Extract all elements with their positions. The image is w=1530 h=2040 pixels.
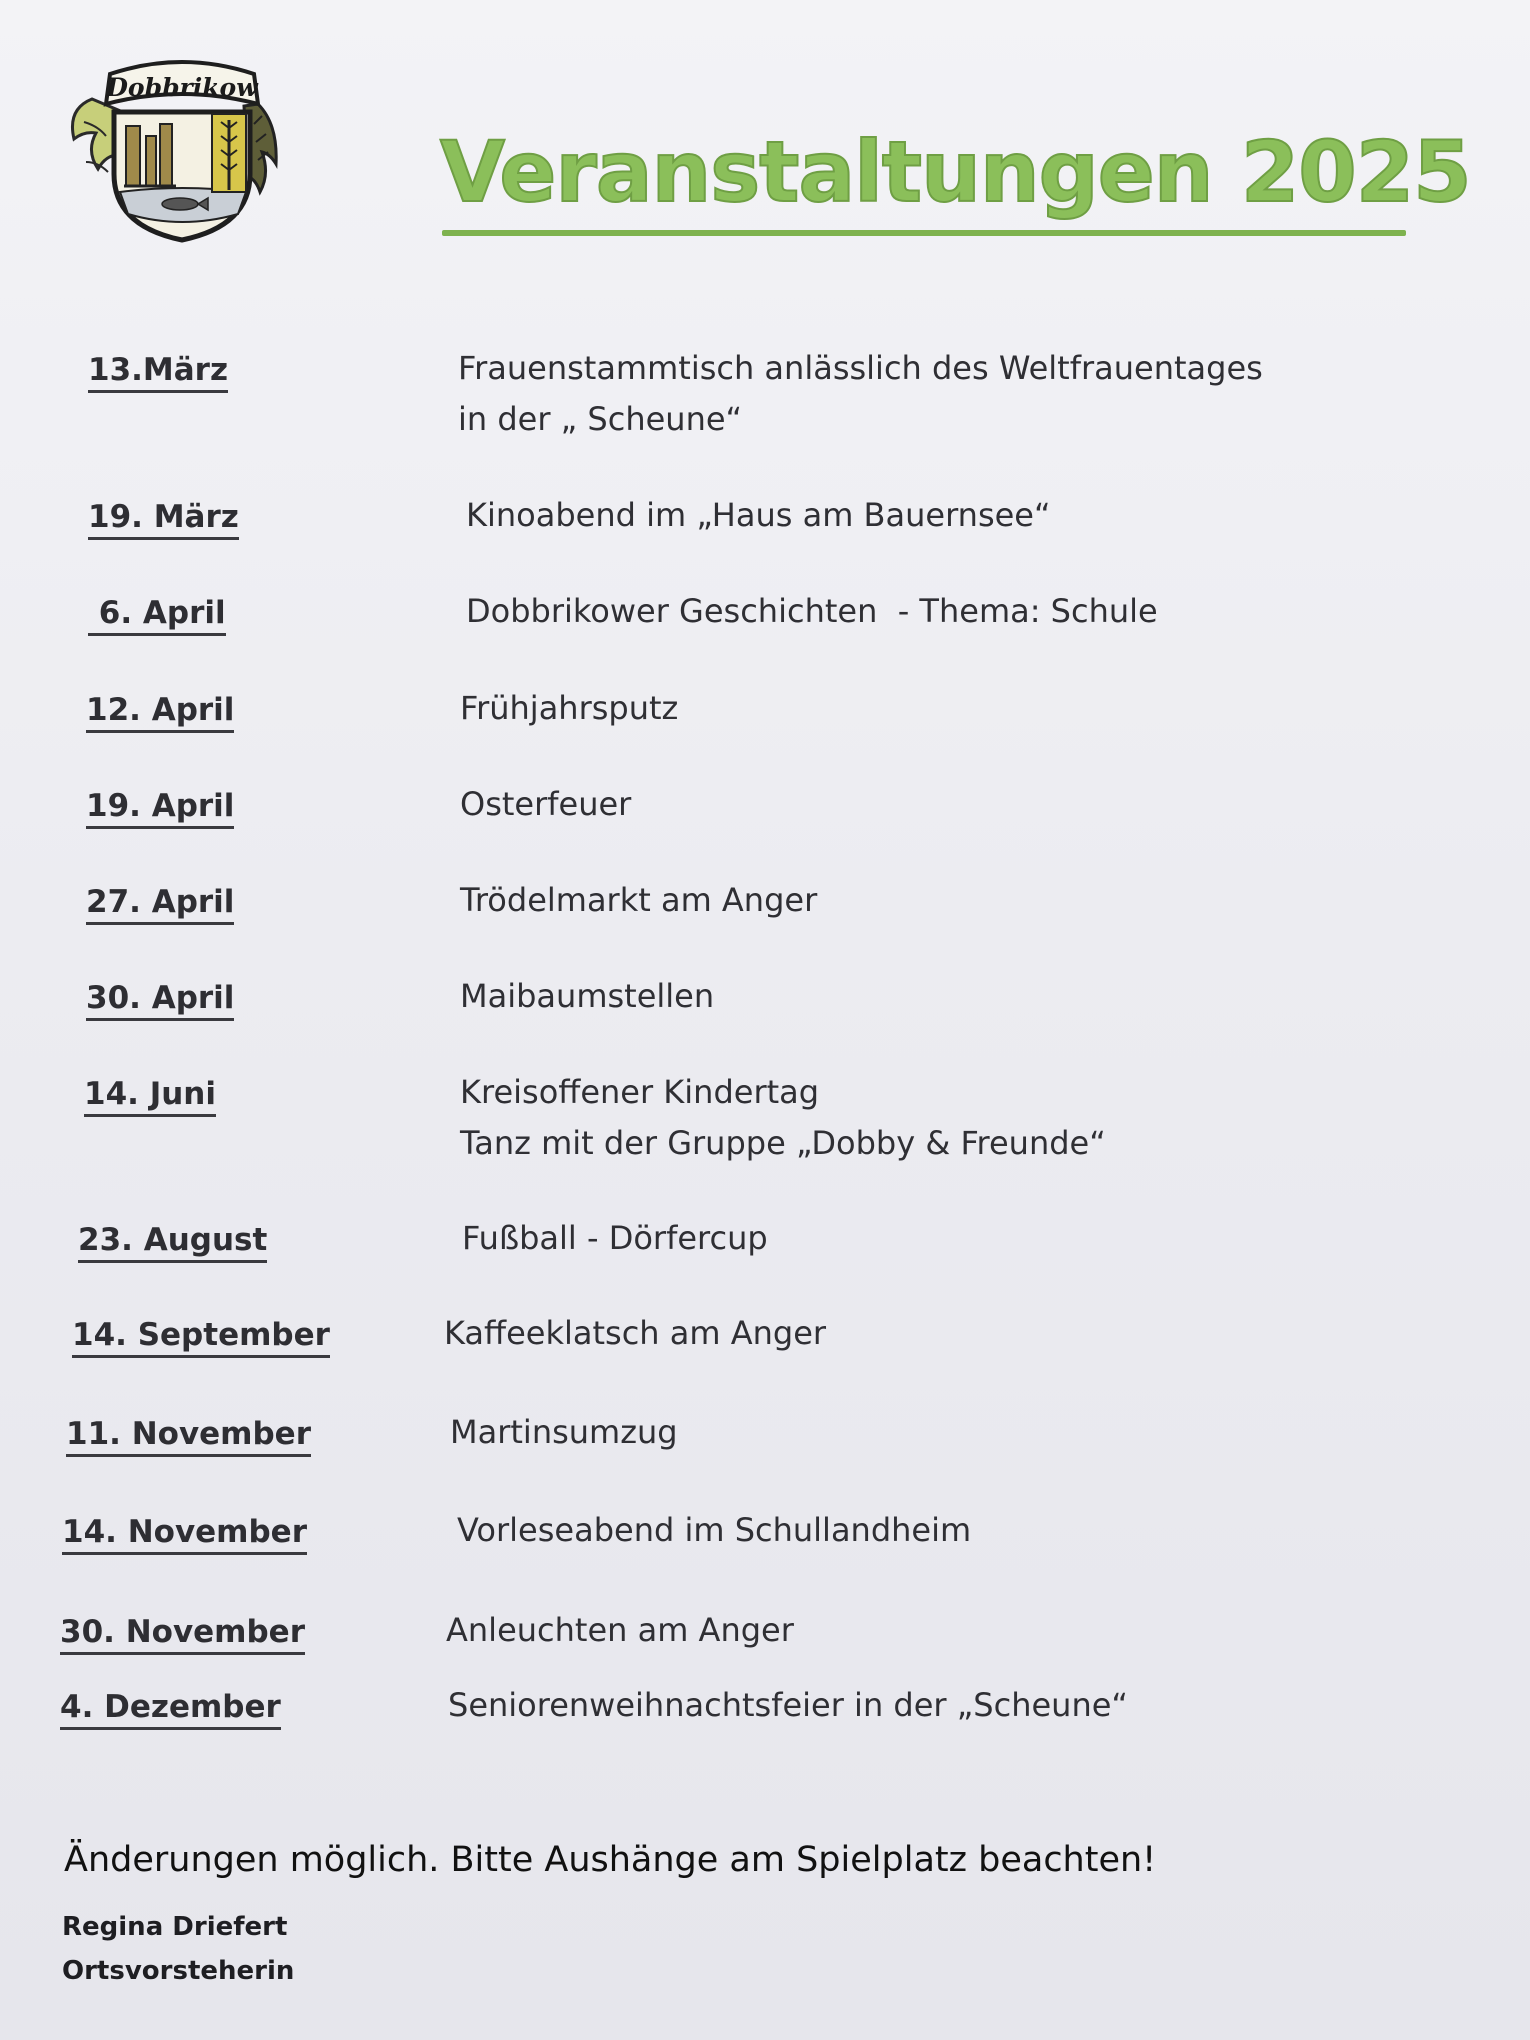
event-description-line: in der „ Scheune“ (458, 400, 743, 438)
event-date: 13.März (88, 353, 228, 393)
event-description-line: Vorleseabend im Schullandheim (457, 1511, 972, 1549)
event-date: 19. März (88, 500, 239, 540)
event-date: 30. April (86, 981, 234, 1021)
crest-banner-text: Dobbrikow (106, 73, 258, 102)
event-date: 30. November (60, 1615, 305, 1655)
event-date: 6. April (88, 596, 226, 636)
event-description (458, 343, 1263, 445)
event-date: 14. November (62, 1515, 307, 1555)
event-description (460, 1067, 1106, 1169)
changes-notice: Änderungen möglich. Bitte Aushänge am Spielplatz beachten! (64, 1840, 1157, 1880)
event-description-line: Maibaumstellen (460, 977, 715, 1015)
event-description-line: Anleuchten am Anger (446, 1611, 794, 1649)
event-date: 4. Dezember (60, 1690, 281, 1730)
event-date: 14. Juni (84, 1077, 216, 1117)
event-description (466, 490, 1051, 541)
signature-name: Regina Driefert (62, 1912, 288, 1942)
event-description (450, 1407, 678, 1458)
event-description (460, 779, 631, 830)
event-description-line: Martinsumzug (450, 1413, 678, 1451)
event-description-line: Fußball - Dörfercup (462, 1219, 768, 1257)
event-description (444, 1308, 826, 1359)
event-description (460, 971, 714, 1022)
event-date: 19. April (86, 789, 234, 829)
event-description (460, 683, 678, 734)
event-date: 11. November (66, 1417, 311, 1457)
event-description-line: Trödelmarkt am Anger (460, 881, 818, 919)
event-description-line: Frauenstammtisch anlässlich des Weltfrauentages (458, 349, 1263, 387)
event-description (448, 1680, 1128, 1731)
event-description-line: Dobbrikower Geschichten - Thema: Schule (466, 592, 1158, 630)
event-description-line: Frühjahrsputz (460, 689, 679, 727)
event-description-line: Kinoabend im „Haus am Bauernsee“ (466, 496, 1051, 534)
event-date: 12. April (86, 693, 234, 733)
event-description (457, 1505, 971, 1556)
title-underline (442, 230, 1406, 236)
page-title: Veranstaltungen 2025 (440, 123, 1471, 221)
event-date: 23. August (78, 1223, 267, 1263)
dobbrikow-crest-logo (62, 44, 302, 244)
event-description (446, 1605, 794, 1656)
event-description-line: Seniorenweihnachtsfeier in der „Scheune“ (448, 1686, 1128, 1724)
event-description (466, 586, 1158, 637)
event-description (460, 875, 817, 926)
event-description-line: Osterfeuer (460, 785, 632, 823)
signature-role: Ortsvorsteherin (62, 1956, 295, 1986)
event-description-line: Kreisoffener Kindertag (460, 1073, 820, 1111)
event-date: 14. September (72, 1318, 330, 1358)
event-description-line: Kaffeeklatsch am Anger (444, 1314, 827, 1352)
event-description-line: Tanz mit der Gruppe „Dobby & Freunde“ (460, 1124, 1106, 1162)
event-description (462, 1213, 768, 1264)
event-date: 27. April (86, 885, 234, 925)
